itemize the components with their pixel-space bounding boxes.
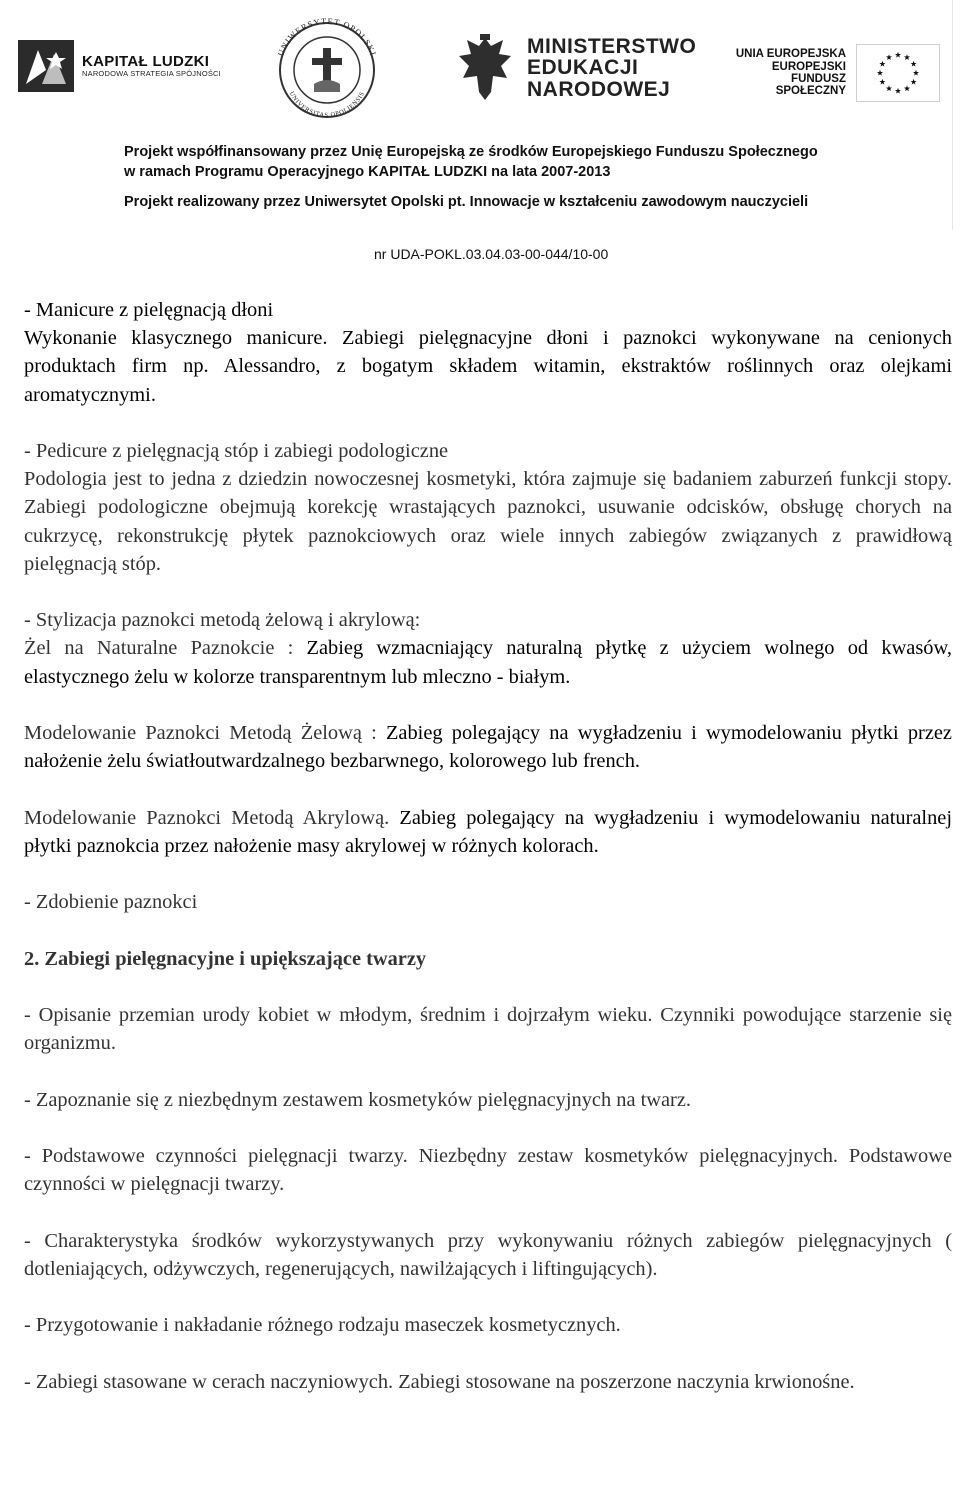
- twarz-item: - Podstawowe czynności pielęgnacji twarzy. Niezbędny zestaw kosmetyków pielęgnacyjnych. Podstawowe czynności w pielęgnacji twarzy.: [24, 1144, 952, 1196]
- twarz-item: - Opisanie przemian urody kobiet w młodym, średnim i dojrzałym wieku. Czynniki powodujące starzenie się organizmu.: [24, 1003, 952, 1055]
- eu-star-icon: [904, 54, 910, 60]
- eu-star-icon: [886, 85, 892, 91]
- kapital-ludzki-title: KAPITAŁ LUDZKI: [82, 52, 210, 70]
- eu-star-icon: [895, 52, 901, 58]
- twarz-item: - Zabiegi stasowane w cerach naczyniowych. Zabiegi stosowane na poszerzone naczynia krwionośne.: [24, 1370, 855, 1393]
- gel-paragraph: [24, 634, 952, 690]
- stylizacja-heading: - Stylizacja paznokci metodą żelową i akrylową:: [24, 609, 421, 632]
- project-funding-text: [124, 142, 818, 182]
- divider-line: [952, 0, 953, 230]
- project-line1: Projekt współfinansowany przez Unię Europejską ze środków Europejskiego Funduszu Społecznego: [124, 144, 818, 160]
- eu-star-icon: [913, 70, 919, 76]
- twarz-item: - Zapoznanie się z niezbędnym zestawem kosmetyków pielęgnacyjnych na twarz.: [24, 1088, 691, 1111]
- modelowanie-zel-label: Modelowanie Paznokci Metodą Żelową :: [24, 722, 377, 744]
- eu-line1: UNIA EUROPEJSKA: [735, 48, 846, 61]
- gel-body: Zabieg wzmacniający naturalną płytkę z użyciem wolnego od kwasów, elastycznego żelu w kolorze transparentnym lub mleczno - białym.: [24, 637, 952, 688]
- eu-star-icon: [879, 61, 885, 67]
- eu-logo: [723, 44, 940, 102]
- project-line2: w ramach Programu Operacyjnego KAPITAŁ LUDZKI na lata 2007-2013: [124, 164, 611, 180]
- modelowanie-zel-paragraph: [24, 719, 952, 775]
- eu-star-icon: [911, 61, 917, 67]
- ministry-line2: EDUKACJI: [527, 56, 639, 80]
- zdobienie-item: - Zdobienie paznokci: [24, 891, 198, 914]
- ministry-logo: [455, 32, 696, 104]
- eu-line2: EUROPEJSKI: [771, 60, 846, 73]
- modelowanie-akryl-body: Zabieg polegający na wygładzeniu i wymodelowaniu naturalnej płytki paznokcia przez nałożenie masy akrylowej w różnych kolorach.: [24, 806, 952, 857]
- pedicure-heading: - Pedicure z pielęgnacją stóp i zabiegi podologiczne: [24, 440, 449, 462]
- eu-star-icon: [904, 85, 910, 91]
- manicure-body: Wykonanie klasycznego manicure. Zabiegi pielęgnacyjne dłoni i paznokci wykonywane na cenionych produktach firm np. Alessandro, z bogatym składem witamin, ekstraktów roślinnych oraz olejkami aromatycznymi.: [24, 327, 952, 406]
- eu-star-icon: [877, 70, 883, 76]
- twarz-item: - Przygotowanie i nakładanie różnego rodzaju maseczek kosmetycznych.: [24, 1314, 621, 1337]
- project-line3: Projekt realizowany przez Uniwersytet Opolski pt. Innowacje w kształceniu zawodowym nauczycieli: [124, 194, 809, 210]
- kapital-ludzki-subtitle: NARODOWA STRATEGIA SPÓJNOŚCI: [82, 69, 221, 79]
- document-body: [24, 296, 952, 1396]
- document-header: [0, 0, 960, 290]
- twarz-item: - Charakterystyka środków wykorzystywanych przy wykonywaniu różnych zabiegów pielęgnacyjnych ( dotleniających, odżywczych, regenerujących, nawilżających i liftingujących).: [24, 1229, 952, 1280]
- ministry-line1: MINISTERSTWO: [527, 34, 697, 58]
- eu-star-icon: [911, 79, 917, 85]
- eagle-emblem-icon: [455, 32, 515, 104]
- project-number: nr UDA-POKL.03.04.03-00-044/10-00: [374, 246, 609, 262]
- eu-star-icon: [886, 54, 892, 60]
- eu-star-icon: [895, 88, 901, 94]
- university-seal-logo: [268, 18, 386, 118]
- modelowanie-akryl-label: Modelowanie Paznokci Metodą Akrylową.: [24, 806, 390, 829]
- ministry-line3: NARODOWEJ: [527, 77, 671, 101]
- eu-line3: FUNDUSZ SPOŁECZNY: [775, 73, 846, 98]
- logo-bar: [18, 18, 940, 118]
- gel-label: Żel na Naturalne Paznokcie :: [24, 637, 294, 660]
- svg-text:UNIWERSYTET OPOLSKI: UNIWERSYTET OPOLSKI: [275, 18, 379, 58]
- kapital-ludzki-logo: [18, 40, 221, 92]
- eu-star-icon: [879, 79, 885, 85]
- modelowanie-zel-body: Zabieg polegający na wygładzeniu i wymodelowaniu płytki przez nałożenie żelu światłoutwardzalnego bezbarwnego, kolorowego lub french.: [24, 722, 952, 773]
- pedicure-body: Podologia jest to jedna z dziedzin nowoczesnej kosmetyki, która zajmuje się badaniem zaburzeń funkcji stopy. Zabiegi podologiczne obejmują korekcję wrastających paznokci, usuwanie odcisków, obsługę chorych na cukrzycę, rekonstrukcję płytek paznokciowych oraz wiele innych zabiegów związanych z prawidłową pielęgnacją stóp.: [24, 468, 952, 575]
- svg-text:UNIVERSITAS OPOLIENSIS: UNIVERSITAS OPOLIENSIS: [287, 90, 367, 118]
- modelowanie-akryl-paragraph: [24, 804, 952, 860]
- eu-flag-icon: [856, 44, 940, 102]
- manicure-heading: - Manicure z pielęgnacją dłoni: [24, 299, 274, 321]
- twarz-heading: 2. Zabiegi pielęgnacyjne i upiększające twarzy: [24, 947, 427, 970]
- kapital-ludzki-icon: [18, 40, 74, 92]
- university-seal-icon: [268, 18, 386, 118]
